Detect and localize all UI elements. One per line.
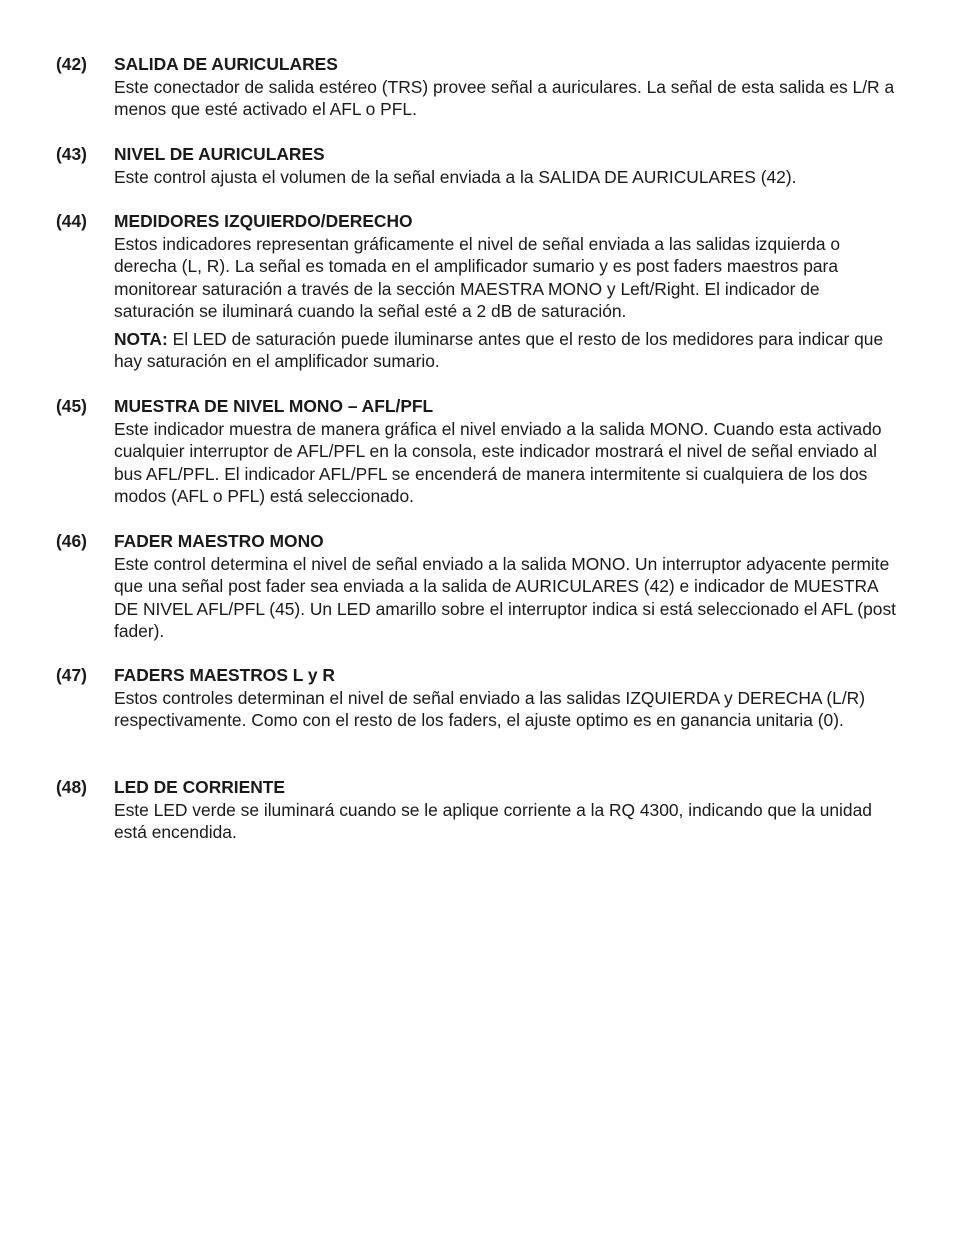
section-title: FADERS MAESTROS L y R — [114, 665, 335, 685]
section-number: (44) — [56, 211, 87, 231]
section-number: (45) — [56, 396, 87, 416]
section-body: Estos indicadores representan gráficamente el nivel de señal enviada a las salidas izquierda o derecha (L, R). La señal es tomada en el amplificador sumario y es post faders maestros para monitorear saturación a través de la sección MAESTRA MONO y Left/Right. El indicador de saturación se iluminará cuando la señal esté a 2 dB de saturación. — [114, 233, 841, 321]
section-body: Este indicador muestra de manera gráfica el nivel enviado a la salida MONO. Cuando esta activado cualquier interruptor de AFL/PFL en la consola, este indicador mostrará el nivel de señal enviado al bus AFL/PFL. El indicador AFL/PFL se encenderá de manera intermitente si cualquiera de los dos modos (AFL o PFL) está seleccionado. — [114, 418, 882, 506]
section-body: Este conectador de salida estéreo (TRS) provee señal a auriculares. La señal de esta salida es L/R a menos que esté activado el AFL o PFL. — [114, 76, 895, 119]
section-body: Estos controles determinan el nivel de señal enviado a las salidas IZQUIERDA y DERECHA (L/R) respectivamente. Como con el resto de los faders, el ajuste optimo es en ganancia unitaria (0). — [114, 687, 866, 730]
section-body: Este control determina el nivel de señal enviado a la salida MONO. Un interruptor adyacente permite que una señal post fader sea enviada a la salida de AURICULARES (42) e indicador de MUESTRA DE NIVEL AFL/PFL (45). Un LED amarillo sobre el interruptor indica si está seleccionado el AFL (post fader). — [114, 553, 896, 641]
note-label: NOTA: — [114, 328, 168, 349]
section-title: MEDIDORES IZQUIERDO/DERECHO — [114, 211, 413, 231]
section-title: SALIDA DE AURICULARES — [114, 54, 338, 74]
section-title: LED DE CORRIENTE — [114, 777, 286, 797]
section-title: FADER MAESTRO MONO — [114, 531, 324, 551]
section-body: Este LED verde se iluminará cuando se le aplique corriente a la RQ 4300, indicando que la unidad está encendida. — [114, 799, 872, 842]
section-number: (42) — [56, 54, 87, 74]
note-paragraph — [114, 328, 904, 373]
section-title: MUESTRA DE NIVEL MONO – AFL/PFL — [114, 396, 434, 416]
section-number: (48) — [56, 777, 87, 797]
section-title: NIVEL DE AURICULARES — [114, 144, 325, 164]
note-text: El LED de saturación puede iluminarse antes que el resto de los medidores para indicar que hay saturación en el amplificador sumario. — [114, 328, 884, 371]
section-number: (43) — [56, 144, 87, 164]
section-number: (47) — [56, 665, 87, 685]
section-number: (46) — [56, 531, 87, 551]
section-body: Este control ajusta el volumen de la señal enviada a la SALIDA DE AURICULARES (42). — [114, 166, 797, 187]
